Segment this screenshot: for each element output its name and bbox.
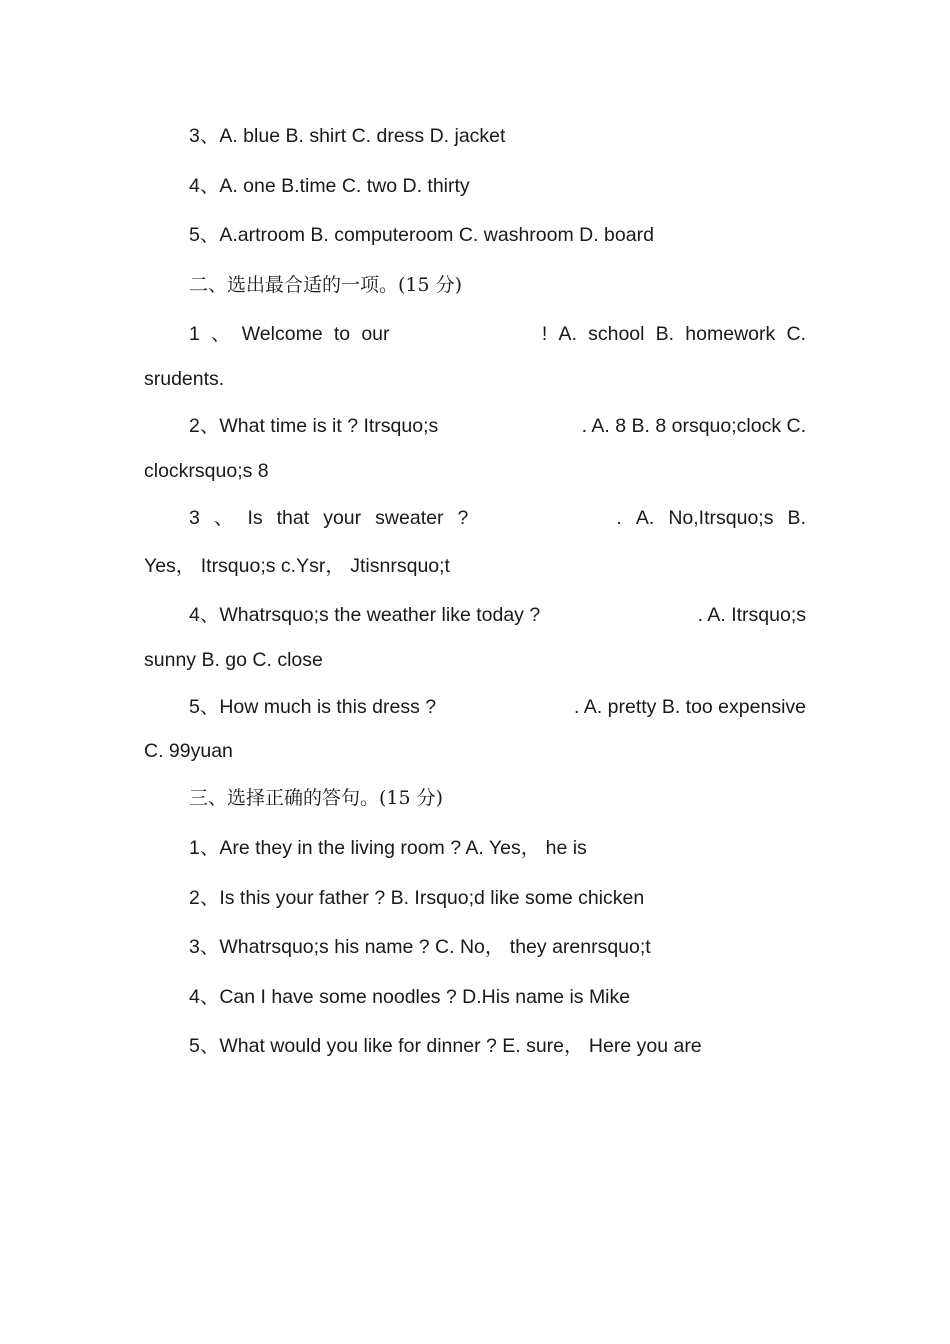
s2-q5-continuation: C. 99yuan xyxy=(144,740,233,762)
section3-heading: 三、选择正确的答句。(15 分) xyxy=(189,787,444,809)
s2-q3-continuation: Yes， Itrsquo;s c.Ysr， Jtisnrsquo;t xyxy=(144,555,450,577)
s2-q3-word: 、 xyxy=(213,507,234,529)
s1-item-4: 4、A. one B.time C. two D. thirty xyxy=(189,175,470,197)
s2-q2-continuation: clockrsquo;s 8 xyxy=(144,460,269,482)
s2-q3-line xyxy=(189,506,806,530)
s1-item-5: 5、A.artroom B. computeroom C. washroom D. board xyxy=(189,224,654,246)
s2-q4-right: . A. Itrsquo;s xyxy=(697,604,806,626)
s2-q3-word: No,Itrsquo;s xyxy=(668,507,774,529)
s2-q5-right: . A. pretty B. too expensive xyxy=(574,696,806,718)
s2-q3-word: that xyxy=(276,507,310,529)
s2-q1-word: 、 xyxy=(211,323,231,345)
s2-q3-word: your xyxy=(323,507,362,529)
s3-item-1: 1、Are they in the living room ? A. Yes， he is xyxy=(189,837,587,859)
s3-item-4: 4、Can I have some noodles ? D.His name is Mike xyxy=(189,986,631,1008)
s2-q1-word: to xyxy=(333,323,351,345)
s2-q1-word: homework xyxy=(685,323,776,345)
s2-q1-continuation: srudents. xyxy=(144,368,225,390)
s2-q3-blank xyxy=(482,506,602,530)
s2-q3-word: . xyxy=(616,507,622,529)
s2-q1-blank xyxy=(401,322,531,346)
s2-q3-word: sweater xyxy=(375,507,444,529)
section2-heading: 二、选出最合适的一项。(15 分) xyxy=(189,274,463,296)
s2-q3-word: Is xyxy=(247,507,263,529)
s3-item-5: 5、What would you like for dinner ? E. sure， Here you are xyxy=(189,1035,702,1057)
s2-q4-continuation: sunny B. go C. close xyxy=(144,649,323,671)
s1-item-3: 3、A. blue B. shirt C. dress D. jacket xyxy=(189,125,506,147)
s2-q1-word: A. xyxy=(558,323,577,345)
s2-q1-word: B. xyxy=(655,323,675,345)
s2-q1-word: 1 xyxy=(189,323,200,345)
s2-q3-word: 3 xyxy=(189,507,200,529)
s2-q3-word: B. xyxy=(787,507,806,529)
s3-item-3: 3、Whatrsquo;s his name ? C. No， they arenrsquo;t xyxy=(189,936,651,958)
s2-q1-word: Welcome xyxy=(241,323,323,345)
s2-q1-word: ! xyxy=(541,323,548,345)
s2-q1-word: school xyxy=(588,323,645,345)
s2-q3-word: ? xyxy=(457,507,469,529)
s2-q1-word: C. xyxy=(786,323,806,345)
s2-q2-left: 2、What time is it ? Itrsquo;s xyxy=(189,415,439,437)
s2-q5-left: 5、How much is this dress ? xyxy=(189,696,437,718)
s2-q3-word: A. xyxy=(635,507,655,529)
s2-q2-right: . A. 8 B. 8 orsquo;clock C. xyxy=(581,415,806,437)
s2-q1-line xyxy=(189,322,806,346)
s2-q1-word: our xyxy=(361,323,390,345)
s2-q4-left: 4、Whatrsquo;s the weather like today ? xyxy=(189,604,541,626)
s3-item-2: 2、Is this your father ? B. Irsquo;d like some chicken xyxy=(189,887,645,909)
